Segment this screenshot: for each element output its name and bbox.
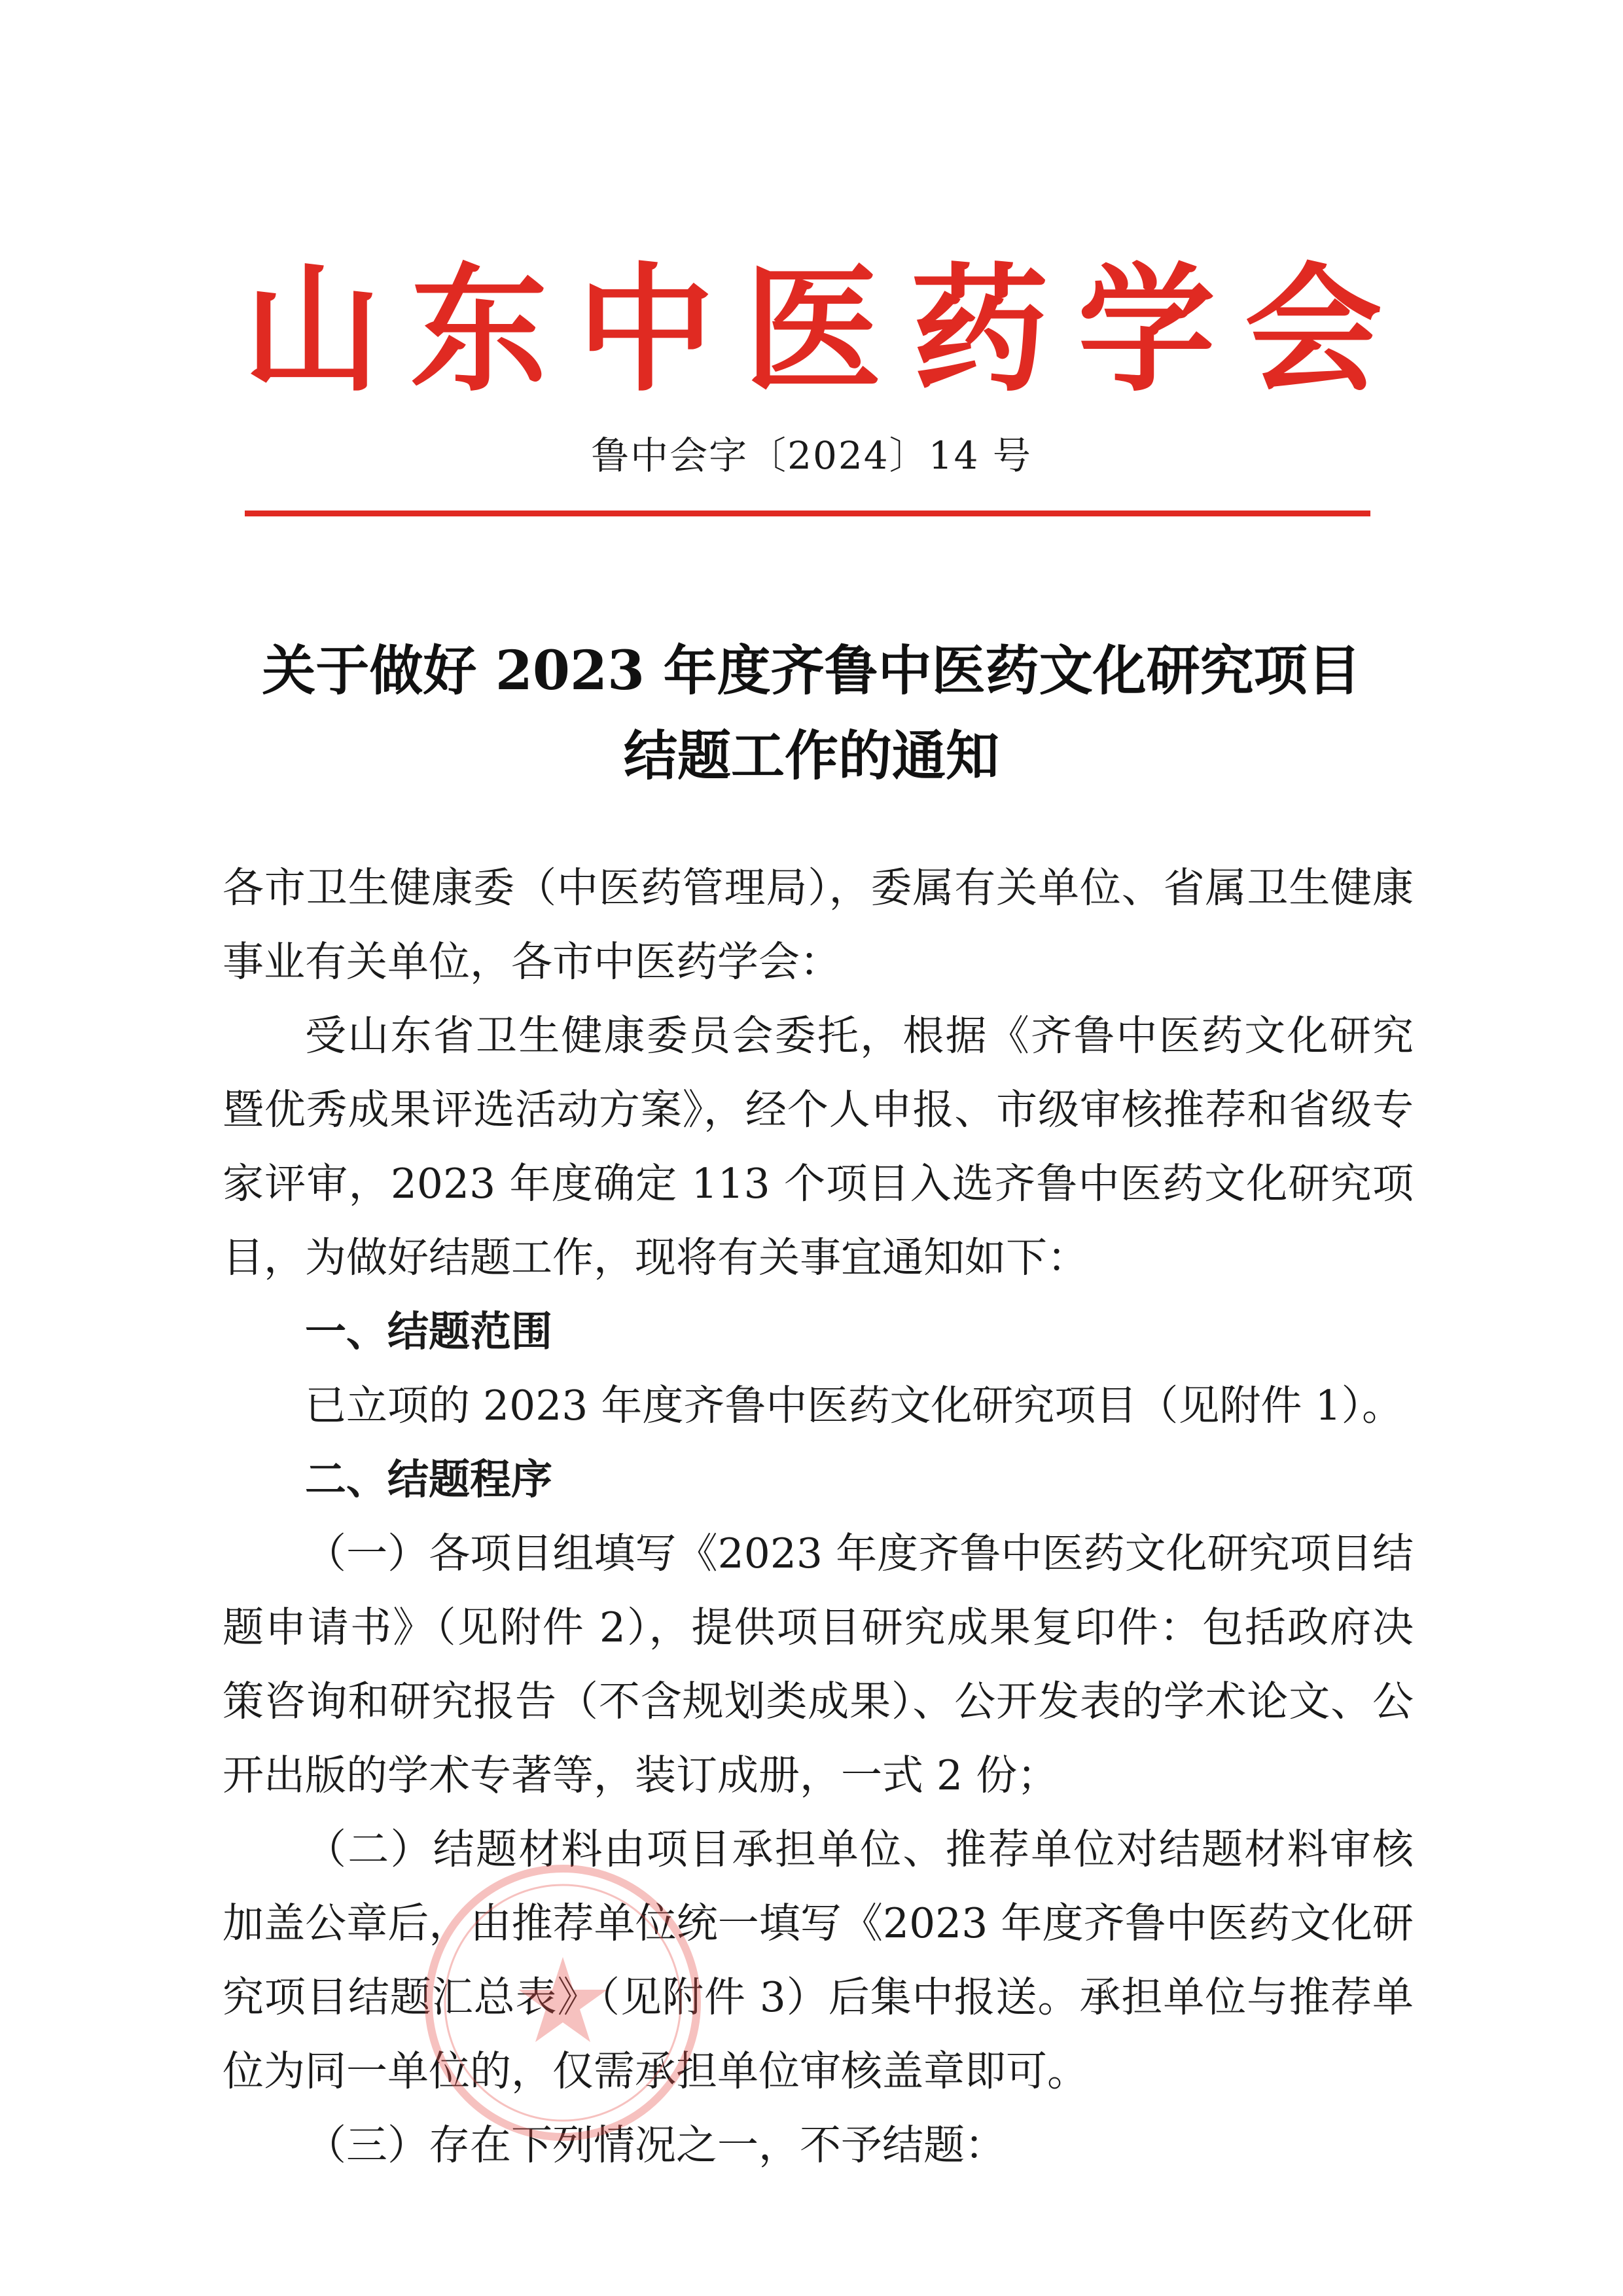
scope-paragraph: 已立项的 2023 年度齐鲁中医药文化研究项目（见附件 1）。 <box>305 1382 1403 1429</box>
title-line-2: 结题工作的通知 <box>623 725 999 787</box>
notice-body <box>223 851 1414 2182</box>
masthead-char: 药 <box>910 250 1048 410</box>
procedure-item-2: （二）结题材料由项目承担单位、推荐单位对结题材料审核加盖公章后，由推荐单位统一填写《2023 年度齐鲁中医药文化研究项目结题汇总表》（见附件 3）后集中报送。承担单位与推荐单位为同一单位的，仅需承担单位审核盖章即可。 <box>223 1825 1414 2095</box>
section-heading-procedure: 二、结题程序 <box>305 1456 552 1503</box>
masthead-title <box>243 249 1382 412</box>
masthead-char: 中 <box>577 250 715 410</box>
masthead-char: 学 <box>1077 250 1215 410</box>
document-number: 鲁中会字〔2024〕14 号 <box>591 433 1032 478</box>
masthead-char: 东 <box>410 250 548 410</box>
addressee-paragraph: 各市卫生健康委（中医药管理局），委属有关单位、省属卫生健康事业有关单位，各市中医药学会： <box>223 864 1414 986</box>
notice-title <box>0 628 1623 798</box>
intro-paragraph: 受山东省卫生健康委员会委托，根据《齐鲁中医药文化研究暨优秀成果评选活动方案》，经个人申报、市级审核推荐和省级专家评审，2023 年度确定 113 个项目入选齐鲁中医药文化研究项目，为做好结题工作，现将有关事宜通知如下： <box>223 1012 1414 1282</box>
masthead-char: 医 <box>743 250 882 410</box>
title-line-1: 关于做好 2023 年度齐鲁中医药文化研究项目 <box>262 639 1361 702</box>
section-heading-scope: 一、结题范围 <box>305 1308 552 1355</box>
procedure-item-1: （一）各项目组填写《2023 年度齐鲁中医药文化研究项目结题申请书》（见附件 2），提供项目研究成果复印件：包括政府决策咨询和研究报告（不含规划类成果）、公开发表的学术论文、公开出版的学术专著等，装订成册，一式 2 份； <box>223 1530 1414 1799</box>
masthead-char: 会 <box>1244 250 1382 410</box>
red-divider-line <box>245 511 1370 516</box>
procedure-item-3: （三）存在下列情况之一，不予结题： <box>305 2121 1006 2169</box>
masthead-char: 山 <box>243 250 382 410</box>
